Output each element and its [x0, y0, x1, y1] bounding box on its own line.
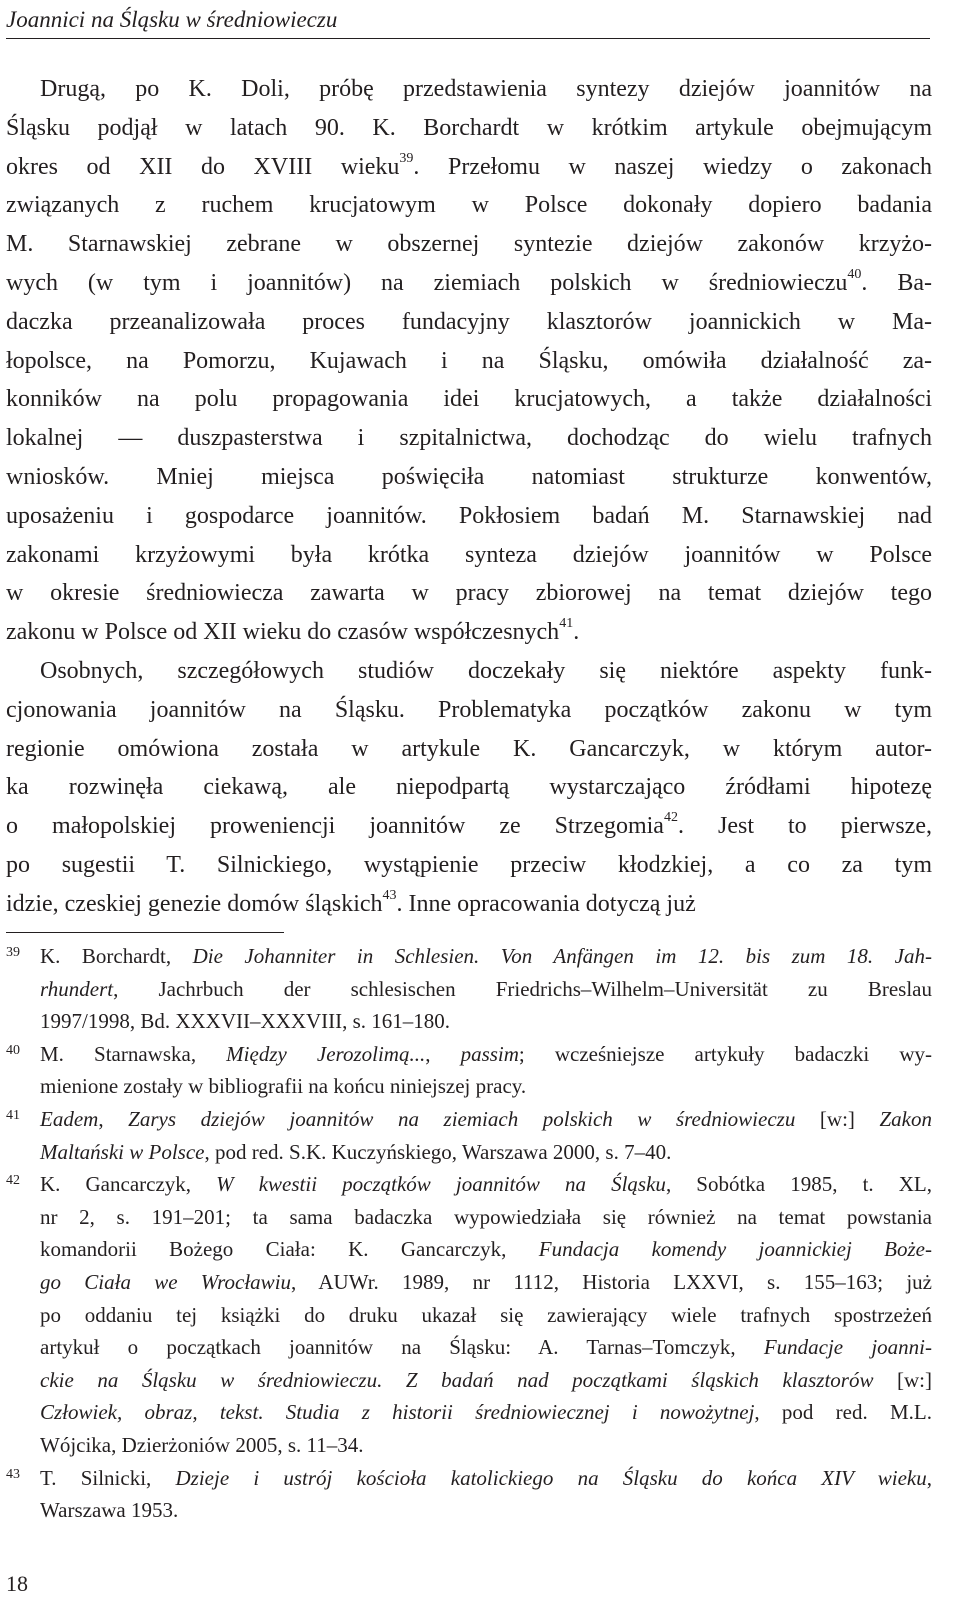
text-line: związanych z ruchem krucjatowym w Polsce dokonały dopiero badania	[6, 192, 932, 219]
text-line: uposażeniu i gospodarce joannitów. Pokłosiem badań M. Starnawskiej nad	[6, 502, 932, 529]
footnotes	[6, 940, 932, 1527]
footnote-line: rhundert, Jachrbuch der schlesischen Friedrichs–Wilhelm–Universität zu Breslau	[40, 976, 932, 1001]
italic-title: Zarys dziejów joannitów na ziemiach polskich w średniowieczu	[128, 1106, 796, 1131]
italic-title: Eadem	[40, 1106, 99, 1131]
italic-title: Człowiek, obraz, tekst. Studia z historii średniowiecznej i nowożytnej	[40, 1400, 755, 1425]
italic-title: go Ciała we Wrocławiu	[40, 1269, 292, 1294]
italic-title: rhundert	[40, 976, 114, 1001]
paragraph	[6, 70, 932, 652]
footnote	[6, 1103, 932, 1168]
footnote-divider	[6, 932, 284, 933]
text-line: cjonowania joannitów na Śląsku. Problematyka początków zakonu w tym	[6, 696, 932, 723]
footnote-line: go Ciała we Wrocławiu, AUWr. 1989, nr 1112, Historia LXXVI, s. 155–163; już	[40, 1269, 932, 1294]
text-line: Śląsku podjął w latach 90. K. Borchardt w krótkim artykule obejmującym	[6, 114, 932, 141]
footnote-reference[interactable]: 43	[382, 887, 397, 903]
running-head-title: Joannici na Śląsku w średniowieczu	[6, 7, 338, 32]
italic-title: passim	[460, 1041, 519, 1066]
italic-title: Fundacja komendy joannickiej Boże-	[538, 1237, 932, 1262]
footnote-reference[interactable]: 42	[663, 810, 678, 826]
footnote-number: 39	[6, 945, 20, 960]
italic-title: W kwestii początków joannitów na Śląsku	[216, 1172, 666, 1197]
running-head	[6, 4, 930, 39]
footnote	[6, 1168, 932, 1461]
footnote-number: 40	[6, 1042, 20, 1058]
footnote-reference[interactable]: 41	[559, 616, 574, 632]
footnote-line: Człowiek, obraz, tekst. Studia z historii średniowiecznej i nowożytnej, pod red. M.L.	[40, 1400, 932, 1425]
footnote-number: 41	[6, 1107, 20, 1123]
italic-title: Zakon	[879, 1106, 932, 1131]
text-line: łopolsce, na Pomorzu, Kujawach i na Śląsku, omówiła działalność za-	[6, 347, 932, 374]
text-line: konników na polu propagowania idei krucjatowych, a także działalności	[6, 386, 932, 413]
footnote-line: K. Gancarczyk, W kwestii początków joannitów na Śląsku, Sobótka 1985, t. XL,	[40, 1172, 932, 1197]
italic-title: Maltański w Polsce	[40, 1139, 205, 1164]
main-text	[6, 70, 932, 924]
text-line: Drugą, po K. Doli, próbę przedstawienia syntezy dziejów joannitów na	[40, 76, 932, 102]
page-number: 18	[6, 1571, 28, 1596]
text-line: regionie omówiona została w artykule K. Gancarczyk, w którym autor-	[6, 735, 932, 762]
text-line: Osobnych, szczegółowych studiów doczekały się niektóre aspekty funk-	[40, 657, 932, 684]
text-line: wniosków. Mniej miejsca poświęciła natomiast strukturze konwentów,	[6, 463, 932, 490]
footnote-line: Warszawa 1953.	[40, 1498, 179, 1523]
footnote-line: mienione zostały w bibliografii na końcu niniejszej pracy.	[40, 1074, 527, 1099]
footnote-reference[interactable]: 40	[847, 266, 862, 282]
text-line: wych (w tym i joannitów) na ziemiach polskich w średniowieczu$^{40}$. Ba-	[6, 266, 933, 296]
footnote-line: nr 2, s. 191–201; ta sama badaczka wypowiedziała się również na temat powstania	[40, 1204, 932, 1229]
footnote-line: K. Borchardt, Die Johanniter in Schlesien. Von Anfängen im 12. bis zum 18. Jah-	[40, 944, 932, 968]
text-line: daczka przeanalizowała proces fundacyjny klasztorów joannickich w Ma-	[6, 308, 932, 335]
text-line: zakonami krzyżowymi była krótka synteza dziejów joannitów w Polsce	[6, 541, 932, 568]
footnote-number: 42	[6, 1173, 20, 1189]
text-line: o małopolskiej proweniencji joannitów ze Strzegomia$^{42}$. Jest to pierwsze,	[6, 810, 932, 840]
text-line: M. Starnawskiej zebrane w obszernej syntezie dziejów zakonów krzyżo-	[6, 231, 932, 258]
footnote-line: komandorii Bożego Ciała: K. Gancarczyk, Fundacja komendy joannickiej Boże-	[40, 1237, 932, 1262]
paragraph	[6, 652, 932, 924]
footnote-line: ckie na Śląsku w średniowieczu. Z badań nad początkami śląskich klasztorów [w:]	[40, 1367, 932, 1392]
text-line: zakonu w Polsce od XII wieku do czasów współczesnych$^{41}$.	[6, 616, 580, 646]
italic-title: ckie na Śląsku w średniowieczu. Z badań nad początkami śląskich klasztorów	[40, 1367, 874, 1392]
text-line: idzie, czeskiej genezie domów śląskich$^{43}$. Inne opracowania dotyczą już	[6, 887, 696, 917]
footnote	[6, 940, 932, 1038]
footnote-line: T. Silnicki, Dzieje i ustrój kościoła katolickiego na Śląsku do końca XIV wieku,	[40, 1465, 932, 1490]
footnote	[6, 1038, 932, 1103]
text-line: lokalnej — duszpasterstwa i szpitalnictwa, dochodząc do wielu trafnych	[6, 425, 932, 452]
footnote-line: Wójcika, Dzierżoniów 2005, s. 11–34.	[40, 1432, 364, 1457]
italic-title: Dzieje i ustrój kościoła katolickiego na Śląsku do końca XIV wieku	[175, 1465, 927, 1490]
italic-title: Fundacje joanni-	[763, 1335, 932, 1360]
footnote-number: 43	[6, 1466, 20, 1482]
footnote-line: 1997/1998, Bd. XXXVII–XXXVIII, s. 161–180.	[40, 1009, 451, 1034]
text-line: okres od XII do XVIII wieku$^{39}$. Przełomu w naszej wiedzy o zakonach	[6, 150, 932, 180]
text-line: w okresie średniowiecza zawarta w pracy zbiorowej na temat dziejów tego	[6, 580, 932, 607]
italic-title: Die Johanniter in Schlesien. Von Anfängen im 12. bis zum 18. Jah-	[192, 944, 932, 968]
text-line: po sugestii T. Silnickiego, wystąpienie przeciw kłodzkiej, a co za tym	[6, 851, 932, 878]
footnote	[6, 1462, 932, 1527]
footnote-line: Eadem, Zarys dziejów joannitów na ziemiach polskich w średniowieczu [w:] Zakon	[40, 1106, 932, 1131]
footnote-line: po oddaniu tej książki do druku ukazał się zawierający wiele trafnych spostrzeżeń	[40, 1302, 932, 1327]
footnote-line: artykuł o początkach joannitów na Śląsku: A. Tarnas–Tomczyk, Fundacje joanni-	[40, 1335, 932, 1360]
footnote-line: M. Starnawska, Między Jerozolimą..., passim; wcześniejsze artykuły badaczki wy-	[40, 1041, 933, 1066]
text-line: ka rozwinęła ciekawą, ale niepodpartą wystarczająco źródłami hipotezę	[6, 774, 932, 801]
italic-title: Między Jerozolimą...	[226, 1041, 426, 1066]
footnote-reference[interactable]: 39	[399, 150, 414, 166]
footnote-line: Maltański w Polsce, pod red. S.K. Kuczyńskiego, Warszawa 2000, s. 7–40.	[40, 1139, 672, 1164]
